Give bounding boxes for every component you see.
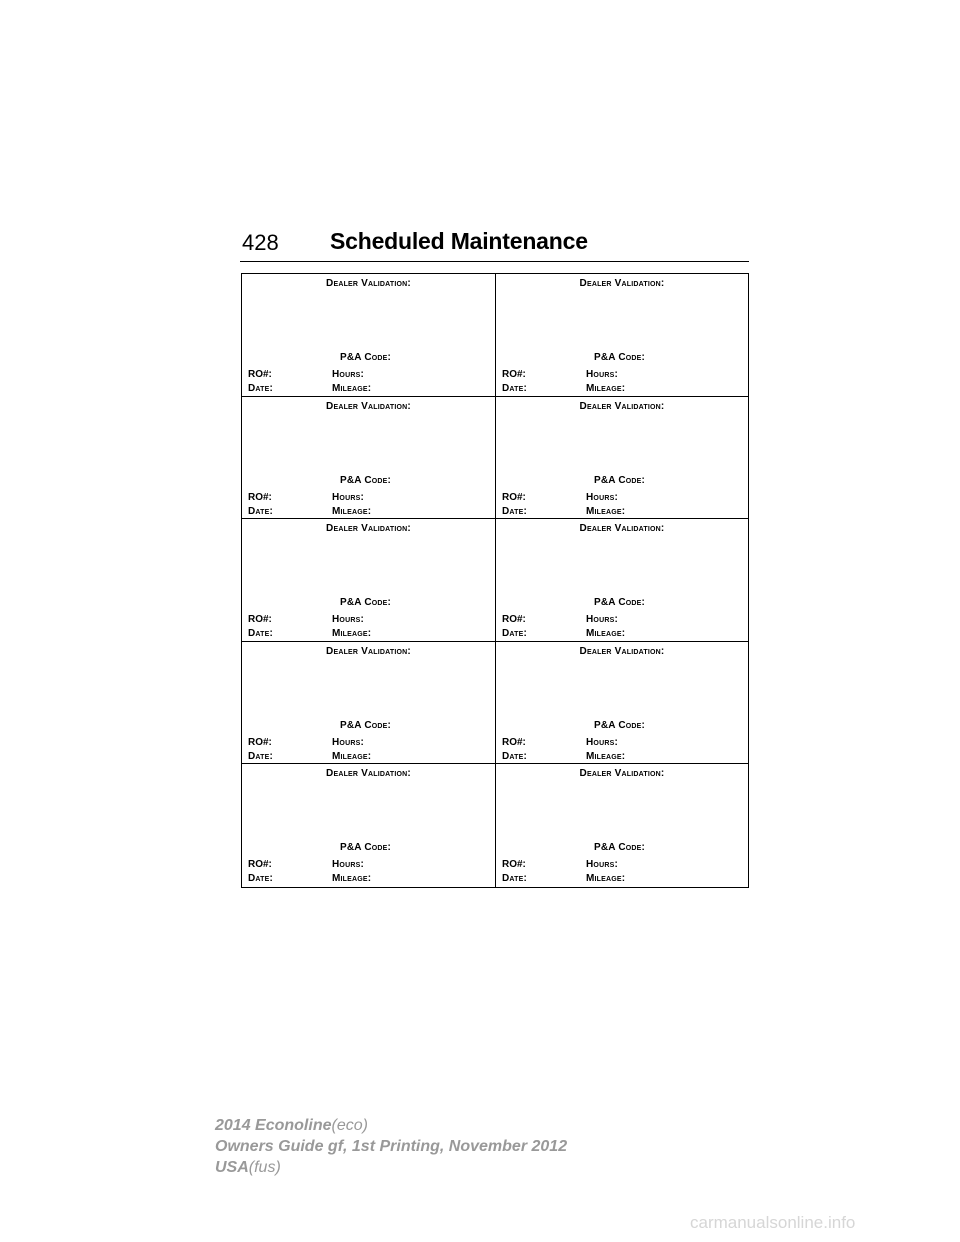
mileage-label: Mileage: [332,873,372,885]
date-label: Date: [248,628,274,640]
hours-label: Hours: [586,614,618,626]
hours-label: Hours: [332,369,364,380]
record-cell[interactable] [495,764,748,887]
maintenance-record-grid [241,273,749,888]
pa-code-label: P&A Code: [340,597,392,609]
date-label: Date: [248,383,274,394]
ro-label: RO#: [248,614,272,626]
mileage-label: Mileage: [332,628,372,640]
hours-label: Hours: [332,491,364,503]
hours-label: Hours: [332,736,364,748]
pa-code-label: P&A Code: [594,842,646,854]
mileage-label: Mileage: [586,383,626,394]
header-rule [240,261,749,262]
hours-label: Hours: [332,614,364,626]
pa-code-label: P&A Code: [340,474,392,486]
hours-label: Hours: [332,859,364,871]
date-label: Date: [502,628,528,640]
hours-label: Hours: [586,369,618,380]
dealer-validation-label: Dealer Validation: [326,278,411,289]
ro-label: RO#: [502,859,526,871]
record-cell[interactable] [242,642,495,765]
ro-label: RO#: [502,736,526,748]
hours-label: Hours: [586,859,618,871]
footer-line-3 [215,1157,567,1178]
record-cell[interactable] [242,274,495,397]
date-label: Date: [248,505,274,517]
hours-label: Hours: [586,736,618,748]
record-cell[interactable] [495,397,748,520]
ro-label: RO#: [248,369,272,380]
date-label: Date: [502,383,528,394]
record-cell[interactable] [242,397,495,520]
page-footer [215,1115,567,1178]
date-label: Date: [502,505,528,517]
record-cell[interactable] [242,764,495,887]
pa-code-label: P&A Code: [594,352,646,363]
mileage-label: Mileage: [586,628,626,640]
footer-model: 2014 Econoline [215,1117,332,1134]
ro-label: RO#: [502,491,526,503]
pa-code-label: P&A Code: [594,474,646,486]
ro-label: RO#: [248,859,272,871]
hours-label: Hours: [586,491,618,503]
dealer-validation-label: Dealer Validation: [579,523,665,535]
footer-model-code: (eco) [331,1117,368,1134]
footer-line-1 [215,1115,567,1136]
pa-code-label: P&A Code: [594,719,646,731]
pa-code-label: P&A Code: [594,597,646,609]
record-cell[interactable] [495,519,748,642]
date-label: Date: [502,873,528,885]
dealer-validation-label: Dealer Validation: [326,768,411,780]
ro-label: RO#: [502,614,526,626]
dealer-validation-label: Dealer Validation: [326,645,411,657]
dealer-validation-label: Dealer Validation: [579,278,665,289]
mileage-label: Mileage: [586,873,626,885]
mileage-label: Mileage: [332,383,372,394]
record-cell[interactable] [495,642,748,765]
footer-line-2: Owners Guide gf, 1st Printing, November 2012 [215,1138,568,1155]
page-header [240,228,750,260]
mileage-label: Mileage: [332,750,372,762]
date-label: Date: [502,750,528,762]
dealer-validation-label: Dealer Validation: [579,768,665,780]
page-number: 428 [242,230,279,255]
record-cell[interactable] [495,274,748,397]
pa-code-label: P&A Code: [340,842,392,854]
footer-market: USA [215,1159,249,1176]
footer-market-code: (fus) [248,1159,281,1176]
mileage-label: Mileage: [586,750,626,762]
dealer-validation-label: Dealer Validation: [579,400,665,412]
ro-label: RO#: [248,736,272,748]
pa-code-label: P&A Code: [340,352,392,363]
pa-code-label: P&A Code: [340,719,392,731]
dealer-validation-label: Dealer Validation: [579,645,665,657]
ro-label: RO#: [248,491,272,503]
section-title: Scheduled Maintenance [330,228,588,254]
ro-label: RO#: [502,369,526,380]
mileage-label: Mileage: [586,505,626,517]
date-label: Date: [248,873,274,885]
date-label: Date: [248,750,274,762]
record-cell[interactable] [242,519,495,642]
dealer-validation-label: Dealer Validation: [326,400,411,412]
mileage-label: Mileage: [332,505,372,517]
watermark: carmanualsonline.info [690,1213,856,1232]
dealer-validation-label: Dealer Validation: [326,523,411,535]
